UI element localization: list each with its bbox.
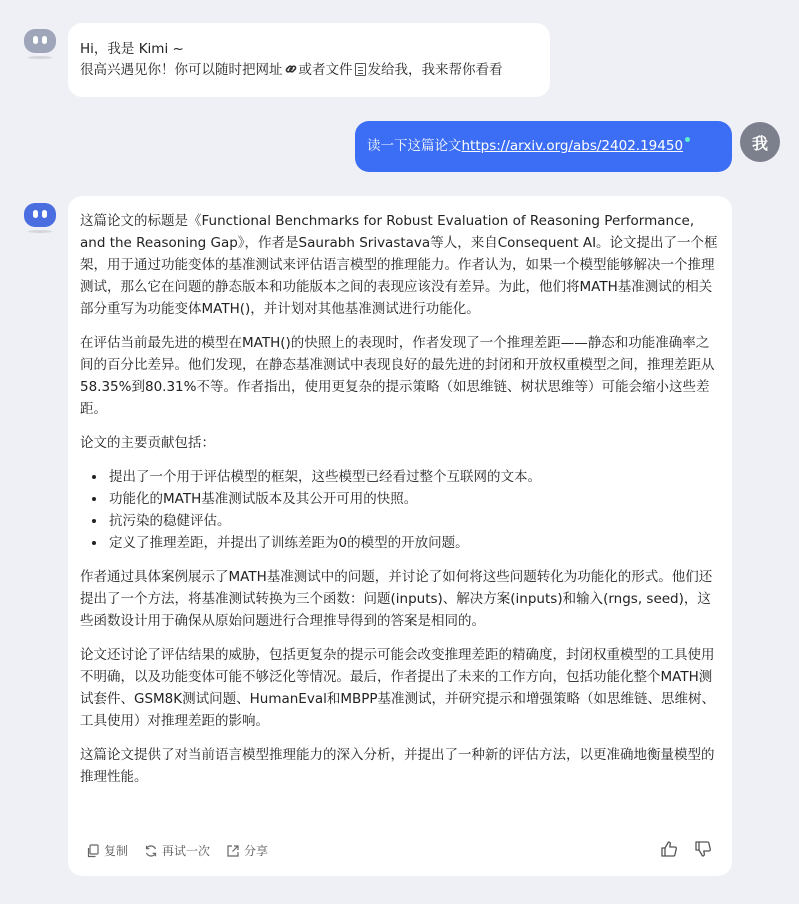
paper-link[interactable]: https://arxiv.org/abs/2402.19450 xyxy=(461,138,684,154)
greeting-line-1: Hi，我是 Kimi ~ xyxy=(80,41,184,57)
bot-face-icon xyxy=(24,203,56,227)
bot-eye-left xyxy=(33,36,38,44)
thumbs-up-icon[interactable] xyxy=(660,840,678,858)
list-item: • 定义了推理差距，并提出了训练差距为0的模型的开放问题。 xyxy=(107,532,719,554)
greeting-text-a: 很高兴遇见你！你可以随时把网址 xyxy=(80,62,283,78)
bot-face-icon xyxy=(24,29,56,53)
bot-eye-right xyxy=(42,210,47,218)
retry-label: 再试一次 xyxy=(162,844,211,858)
copy-icon xyxy=(86,844,100,858)
user-message-bubble xyxy=(355,121,732,172)
bot-eye-left xyxy=(33,210,38,218)
contributions-list xyxy=(80,466,719,554)
retry-button[interactable] xyxy=(144,840,210,862)
greeting-bubble xyxy=(68,23,550,97)
user-message-text: 读一下这篇论文 xyxy=(367,138,462,154)
kimi-avatar-answer xyxy=(22,198,58,234)
greeting-text-c: 发给我，我来帮你看看 xyxy=(367,62,503,78)
answer-bubble xyxy=(68,196,732,876)
list-item: • 功能化的MATH基准测试版本及其公开可用的快照。 xyxy=(107,488,719,510)
kimi-avatar-greeting xyxy=(22,24,58,60)
document-emoji-icon xyxy=(355,63,366,76)
bot-shadow xyxy=(28,230,52,233)
copy-label: 复制 xyxy=(104,844,129,858)
share-icon xyxy=(226,844,240,858)
answer-paragraph: 作者通过具体案例展示了MATH基准测试中的问题，并讨论了如何将这些问题转化为功能化的形式。他们还提出了一个方法，将基准测试转换为三个函数：问题(inputs)、解决方案(inputs)和输入(rngs, seed)，这些函数设计用于确保从原始问题进行合理推导得到的答案是相同的。 xyxy=(80,569,713,629)
answer-paragraph: 在评估当前最先进的模型在MATH()的快照上的表现时，作者发现了一个推理差距——静态和功能准确率之间的百分比差异。他们发现，在静态基准测试中表现良好的最先进的封闭和开放权重模型之间，推理差距从58.35%到80.31%不等。作者指出，使用更复杂的提示策略（如思维链、树状思维等）可能会缩小这些差距。 xyxy=(80,335,715,417)
message-actions xyxy=(86,840,718,862)
user-avatar: 我 xyxy=(740,122,780,162)
answer-paragraph: 这篇论文提供了对当前语言模型推理能力的深入分析，并提出了一种新的评估方法，以更准确地衡量模型的推理性能。 xyxy=(80,747,715,785)
thumbs-down-icon[interactable] xyxy=(694,840,712,858)
link-status-dot xyxy=(685,137,690,142)
bot-shadow xyxy=(28,56,52,59)
link-emoji-icon xyxy=(285,63,297,75)
greeting-line-2 xyxy=(80,60,538,81)
answer-paragraph: 论文的主要贡献包括： xyxy=(80,435,215,451)
list-item: • 提出了一个用于评估模型的框架，这些模型已经看过整个互联网的文本。 xyxy=(107,466,719,488)
refresh-icon xyxy=(144,844,158,858)
greeting-text-b: 或者文件 xyxy=(298,62,353,78)
share-label: 分享 xyxy=(244,844,269,858)
share-button[interactable] xyxy=(226,840,268,862)
copy-button[interactable] xyxy=(86,840,128,862)
answer-paragraph: 论文还讨论了评估结果的威胁，包括更复杂的提示可能会改变推理差距的精确度，封闭权重模型的工具使用不明确，以及功能变体可能不够泛化等情况。最后，作者提出了未来的工作方向，包括功能化整个MATH测试套件、GSM8K测试问题、HumanEval和MBPP基准测试，并研究提示和增强策略（如思维链、思维树、工具使用）对推理差距的影响。 xyxy=(80,647,716,729)
bot-eye-right xyxy=(42,36,47,44)
list-item: • 抗污染的稳健评估。 xyxy=(107,510,719,532)
answer-paragraph: 这篇论文的标题是《Functional Benchmarks for Robust Evaluation of Reasoning Performance, and the Reasoning Gap》，作者是Saurabh Srivastava等人，来自Consequent AI。论文提出了一个框架，用于通过功能变体的基准测试来评估语言模型的推理能力。作者认为，如果一个模型能够解决一个推理测试，那么它在问题的静态版本和功能版本之间的表现应该没有差异。为此，他们将MATH基准测试的相关部分重写为功能变体MATH()，并计划对其他基准测试进行功能化。 xyxy=(80,213,718,317)
